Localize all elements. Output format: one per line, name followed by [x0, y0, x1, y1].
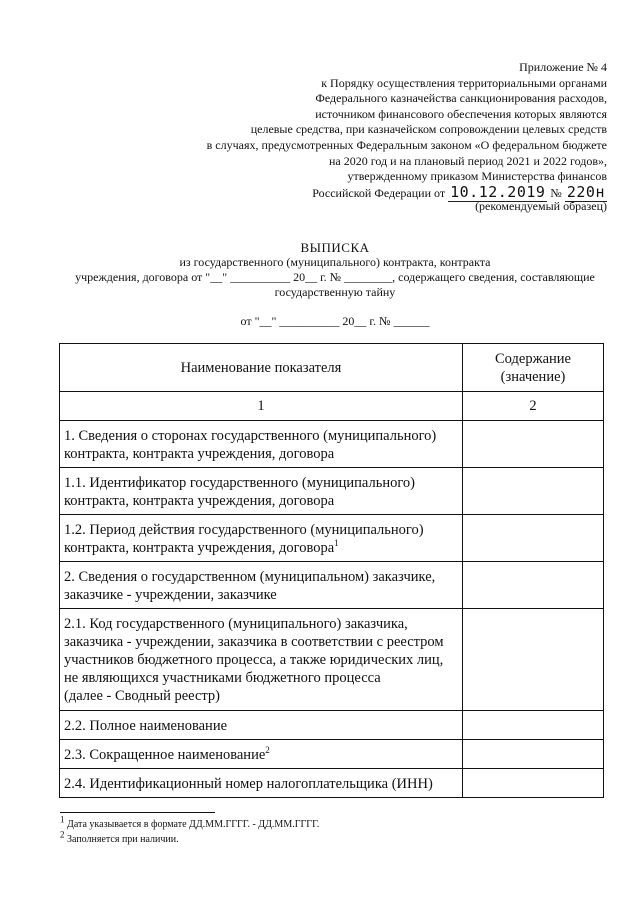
- column-header: Содержание (значение): [463, 344, 604, 392]
- order-prefix: Российской Федерации от: [312, 185, 446, 200]
- table-row: [60, 711, 604, 740]
- sample-label: (рекомендуемый образец): [475, 199, 607, 213]
- appendix-line: утвержденному приказом Министерства финансов: [347, 169, 607, 184]
- row-label-text: 2.1. Код государственного (муниципального) заказчика, заказчика - учреждении, заказчика в соответствии с реестром участников бюджетного процесса, а также юридических лиц, не являющихся участниками бюджетного процесса: [64, 616, 444, 686]
- footnote-text: Дата указывается в формате ДД.ММ.ГГГГ. - ДД.ММ.ГГГГ.: [67, 819, 320, 830]
- table-row: [60, 468, 604, 515]
- order-date: 10.12.2019: [450, 182, 546, 201]
- row-value[interactable]: [463, 769, 604, 798]
- row-label: [60, 740, 463, 769]
- footnote-text: Заполняется при наличии.: [67, 834, 179, 845]
- indicators-table: [59, 343, 604, 798]
- document-title: [60, 240, 610, 300]
- row-label: 2.4. Идентификационный номер налогоплательщика (ИНН): [60, 769, 463, 798]
- row-label: 1.1. Идентификатор государственного (муниципального) контракта, контракта учреждения, договора: [60, 468, 463, 515]
- table-row: [60, 769, 604, 798]
- title-line: из государственного (муниципального) контракта, контракта: [179, 255, 491, 269]
- table-header-row: [60, 344, 604, 392]
- footnote: [60, 814, 320, 832]
- title-line: учреждения, договора от "__" __________ 20__ г. № ________, содержащего сведения, составляющие: [75, 270, 595, 284]
- row-value[interactable]: [463, 609, 604, 711]
- row-value[interactable]: [463, 421, 604, 468]
- row-label: 2.2. Полное наименование: [60, 711, 463, 740]
- row-value[interactable]: [463, 740, 604, 769]
- table-row: [60, 421, 604, 468]
- column-number-row: [60, 392, 604, 421]
- table-row: [60, 609, 604, 711]
- row-value[interactable]: [463, 468, 604, 515]
- appendix-header: [167, 60, 607, 201]
- column-number: 2: [463, 392, 604, 421]
- appendix-line: в случаях, предусмотренных Федеральным законом «О федеральном бюджете: [206, 137, 607, 152]
- row-label-text: (далее - Сводный реестр): [64, 688, 220, 704]
- footnote-mark: 2: [60, 829, 65, 840]
- footnote-mark: 2: [265, 745, 270, 756]
- footnote-mark: 1: [60, 814, 65, 825]
- row-value[interactable]: [463, 711, 604, 740]
- table-row: [60, 515, 604, 562]
- date-line: от "__" __________ 20__ г. № ______: [240, 314, 430, 328]
- column-header: Наименование показателя: [60, 344, 463, 392]
- footnote-mark: 1: [334, 538, 339, 549]
- row-label-text: 1.2. Период действия государственного (муниципального) контракта, контракта учреждения, договора: [64, 522, 424, 556]
- appendix-number: Приложение № 4: [519, 60, 607, 74]
- table-row: [60, 740, 604, 769]
- row-label: [60, 515, 463, 562]
- appendix-line: на 2020 год и на плановый период 2021 и 2022 годов»,: [328, 153, 607, 168]
- table-row: [60, 562, 604, 609]
- title-heading: ВЫПИСКА: [300, 240, 370, 255]
- row-value[interactable]: [463, 515, 604, 562]
- row-label: 1. Сведения о сторонах государственного (муниципального) контракта, контракта учреждения, договора: [60, 421, 463, 468]
- footnote: [60, 829, 319, 847]
- number-sign: №: [550, 185, 562, 200]
- row-label-text: 2.3. Сокращенное наименование: [64, 747, 266, 763]
- row-value[interactable]: [463, 562, 604, 609]
- appendix-line: источником финансового обеспечения которых являются: [315, 106, 607, 121]
- appendix-line: целевые средства, при казначейском сопровождении целевых средств: [250, 122, 607, 137]
- footnotes: [60, 814, 320, 847]
- row-label: 2. Сведения о государственном (муниципальном) заказчике, заказчике - учреждении, заказчике: [60, 562, 463, 609]
- title-line: государственную тайну: [274, 285, 396, 299]
- appendix-line: Федерального казначейства санкционирования расходов,: [315, 91, 607, 106]
- order-number: 220н: [566, 182, 605, 201]
- row-label: [60, 609, 463, 711]
- column-number: 1: [60, 392, 463, 421]
- appendix-line: к Порядку осуществления территориальными органами: [321, 75, 607, 90]
- footnote-divider: [60, 812, 215, 813]
